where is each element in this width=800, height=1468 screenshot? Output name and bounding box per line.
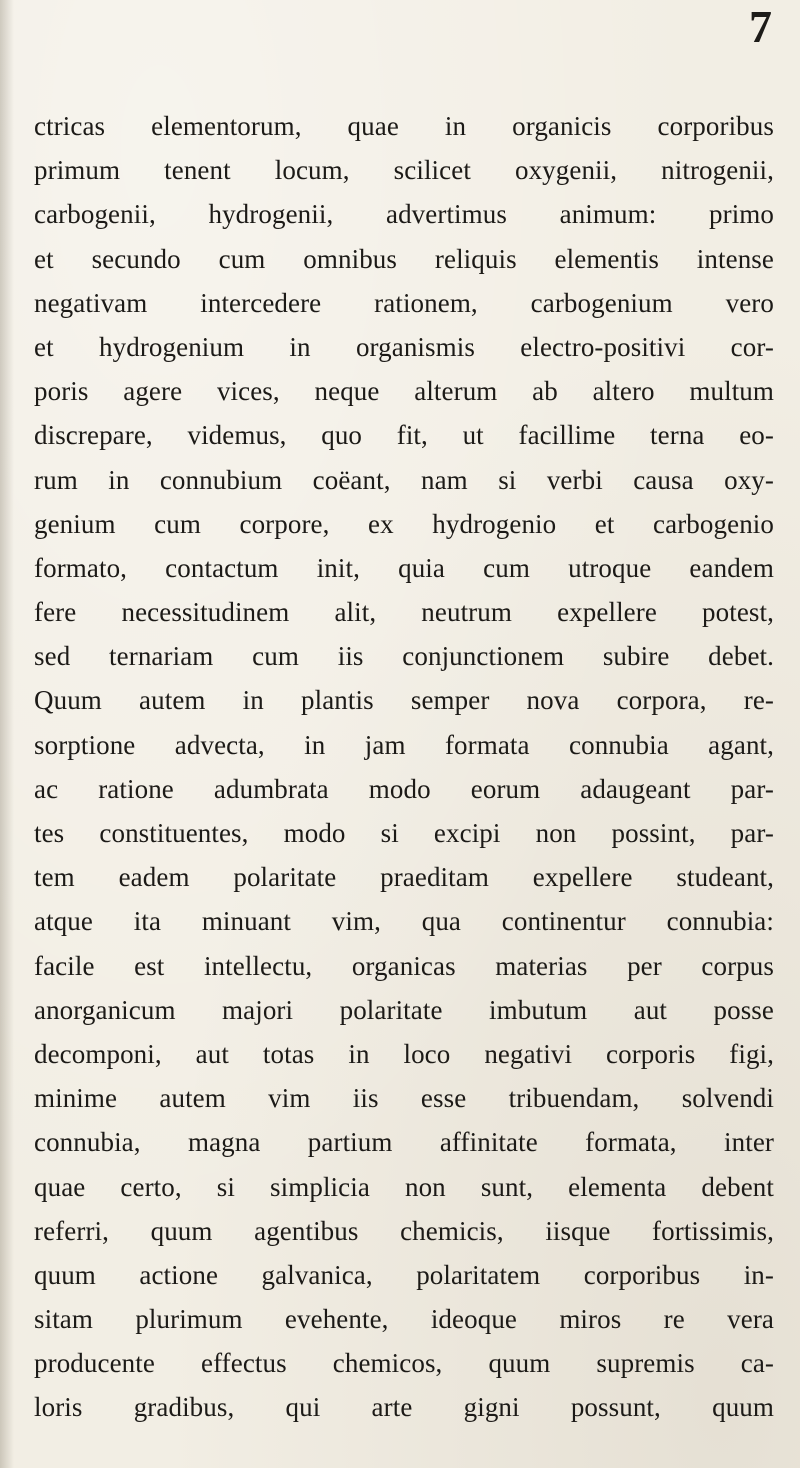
text-line: carbogenii, hydrogenii, advertimus animum: primo bbox=[34, 199, 774, 230]
text-line: ac ratione adumbrata modo eorum adaugeant par- bbox=[34, 773, 774, 804]
page-number: 7 bbox=[749, 1, 772, 52]
text-line: discrepare, videmus, quo fit, ut facillime terna eo- bbox=[34, 420, 774, 451]
text-line: quae certo, si simplicia non sunt, elementa debent bbox=[34, 1171, 774, 1202]
text-line: decomponi, aut totas in loco negativi corporis figi, bbox=[34, 1038, 774, 1069]
text-line: ctricas elementorum, quae in organicis corporibus bbox=[34, 111, 774, 141]
text-line: fere necessitudinem alit, neutrum expellere potest, bbox=[34, 597, 774, 628]
text-line: quum actione galvanica, polaritatem corporibus in- bbox=[34, 1259, 774, 1290]
text-line: loris gradibus, qui arte gigni possunt, quum bbox=[34, 1392, 774, 1423]
body-text bbox=[34, 104, 774, 1430]
text-line: et secundo cum omnibus reliquis elementis intense bbox=[34, 243, 774, 274]
text-line: formato, contactum init, quia cum utroque eandem bbox=[34, 552, 774, 583]
text-line: sitam plurimum evehente, ideoque miros re vera bbox=[34, 1304, 774, 1335]
text-line: producente effectus chemicos, quum supremis ca- bbox=[34, 1348, 774, 1379]
text-line: atque ita minuant vim, qua continentur connubia: bbox=[34, 906, 774, 937]
text-line: poris agere vices, neque alterum ab altero multum bbox=[34, 376, 774, 407]
page-binding-shadow bbox=[0, 0, 14, 1468]
text-line: facile est intellectu, organicas materias per corpus bbox=[34, 950, 774, 981]
text-line: primum tenent locum, scilicet oxygenii, nitrogenii, bbox=[34, 155, 774, 186]
text-line: rum in connubium coëant, nam si verbi causa oxy- bbox=[34, 464, 774, 495]
text-line: genium cum corpore, ex hydrogenio et carbogenio bbox=[34, 508, 774, 539]
text-line: Quum autem in plantis semper nova corpora, re- bbox=[34, 685, 774, 716]
text-line: sed ternariam cum iis conjunctionem subire debet. bbox=[34, 641, 774, 672]
text-line: anorganicum majori polaritate imbutum aut posse bbox=[34, 994, 774, 1025]
text-line: negativam intercedere rationem, carbogenium vero bbox=[34, 287, 774, 318]
text-line: referri, quum agentibus chemicis, iisque fortissimis, bbox=[34, 1215, 774, 1246]
text-line: et hydrogenium in organismis electro-positivi cor- bbox=[34, 331, 774, 362]
text-line: tes constituentes, modo si excipi non possint, par- bbox=[34, 818, 774, 848]
text-line: minime autem vim iis esse tribuendam, solvendi bbox=[34, 1083, 774, 1114]
text-line: connubia, magna partium affinitate formata, inter bbox=[34, 1127, 774, 1158]
text-line: tem eadem polaritate praeditam expellere studeant, bbox=[34, 862, 774, 893]
text-line: sorptione advecta, in jam formata connubia agant, bbox=[34, 729, 774, 760]
